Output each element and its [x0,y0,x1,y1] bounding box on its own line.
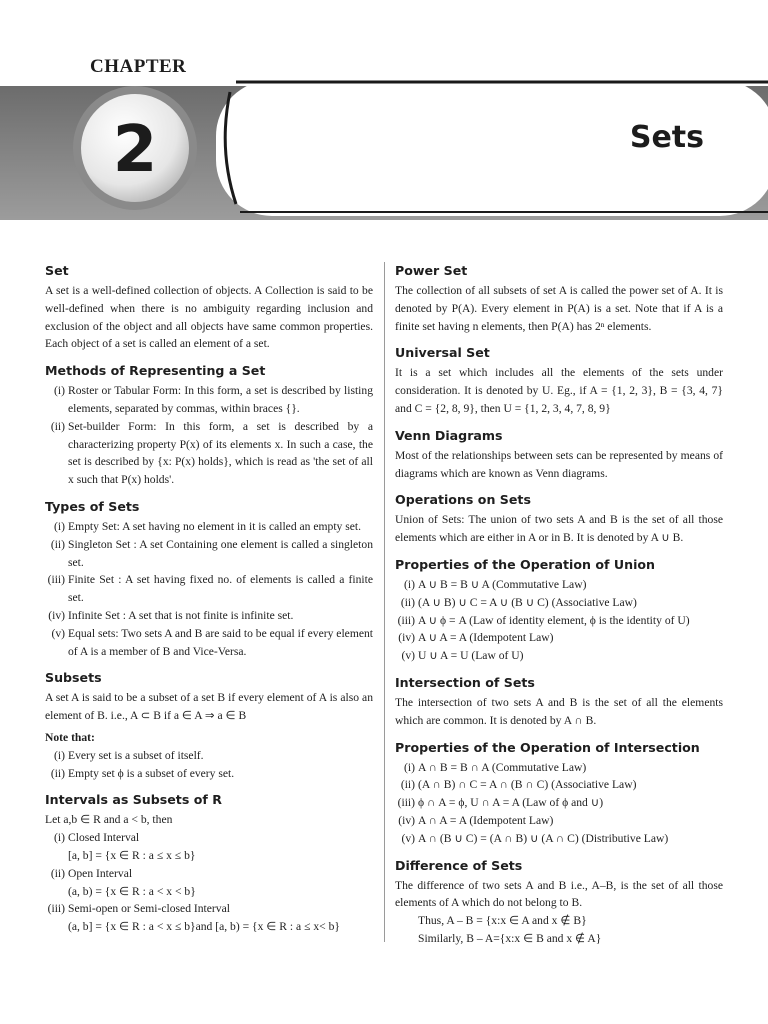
list-item: (iii) ϕ ∩ A = ϕ, U ∩ A = A (Law of ϕ and ∪) [397,796,604,810]
heading-intersection-props: Properties of the Operation of Intersection [395,739,700,755]
heading-union-props: Properties of the Operation of Union [395,556,655,572]
heading-intervals: Intervals as Subsets of R [45,792,222,808]
note-list [45,747,373,783]
formula-difference-2: Similarly, B – A={x:x ∈ B and x ∉ A} [418,931,602,945]
formula-closed: [a, b] = {x ∈ R : a ≤ x ≤ b} [68,848,196,862]
list-item: (i) A ∪ B = B ∪ A (Commutative Law) [404,577,587,591]
heading-intersection: Intersection of Sets [395,674,535,690]
paragraph-intervals: Let a,b ∈ R and a < b, then [45,813,173,827]
paragraph-power-set: The collection of all subsets of set A is called the power set of A. It is denoted by P(A). Every element in P(A) is a set. Note that if A is a finite set having n elements, then P(A) has 2ⁿ elements. [395,284,723,333]
chapter-title: Sets [629,120,704,155]
heading-universal-set: Universal Set [395,345,490,361]
list-item: (ii) Open Interval [50,866,133,880]
list-item: (v) U ∪ A = U (Law of U) [401,649,524,663]
list-item: (iv) Infinite Set : A set that is not finite is infinite set. [48,608,294,622]
formula-semi: (a, b] = {x ∈ R : a < x ≤ b}and [a, b) = {x ∈ R : a ≤ x< b} [68,920,340,934]
heading-set: Set [45,263,69,278]
list-item: (i) A ∩ B = B ∩ A (Commutative Law) [404,760,587,774]
list-item: (ii) (A ∪ B) ∪ C = A ∪ (B ∪ C) (Associative Law) [400,595,637,609]
list-item: (i) Roster or Tabular Form: In this form, a set is described by listing elements, separated by commas, within braces {}. [54,384,373,415]
list-item: (i) Empty Set: A set having no element in it is called an empty set. [54,519,362,533]
list-item: (ii) (A ∩ B) ∩ C = A ∩ (B ∩ C) (Associative Law) [400,778,637,792]
formula-open: (a, b) = {x ∈ R : a < x < b} [68,884,196,898]
list-item: (iv) A ∩ A = A (Idempotent Law) [398,813,554,827]
list-item: (i) Every set is a subset of itself. [54,748,204,762]
heading-methods: Methods of Representing a Set [45,363,266,379]
paragraph-subsets: A set A is said to be a subset of a set B if every element of A is also an element of B. i.e., A ⊂ B if a ∈ A ⇒ a ∈ B [45,691,373,723]
intervals-list [45,829,373,847]
right-column [395,262,723,948]
column-divider [384,262,385,942]
list-item: (iii) Finite Set : A set having fixed no. of elements is called a finite set. [47,573,373,605]
list-item: (v) A ∩ (B ∪ C) = (A ∩ B) ∪ (A ∩ C) (Distributive Law) [401,831,669,845]
paragraph-difference: The difference of two sets A and B i.e., A–B, is the set of all those elements of A which do not belong to B. [395,878,723,910]
paragraph-universal-set: It is a set which includes all the elements of the sets under consideration. It is denoted by U. Eg., if A = {1, 2, 3}, B = {3, 4, 7} and C = {2, 8, 9}, then U = {1, 2, 3, 4, 7, 8, 9} [395,366,723,415]
chapter-number: 2 [112,113,158,187]
left-column [45,262,373,936]
list-item: (ii) Singleton Set : A set Containing one element is called a singleton set. [50,537,373,569]
chapter-label: CHAPTER [90,56,187,77]
heading-power-set: Power Set [395,263,468,278]
types-list [45,518,373,660]
list-item: (iii) Semi-open or Semi-closed Interval [47,902,230,916]
methods-list [45,382,373,489]
paragraph-set: A set is a well-defined collection of objects. A Collection is said to be well-defined when there is no ambiguity regarding inclusion and exclusion of the object and all objects have same common properties. Each object of a set is called an element of a set. [45,284,373,351]
heading-difference: Difference of Sets [395,857,523,873]
list-item: (iii) A ∪ ϕ = A (Law of identity element, ϕ is the identity of U) [397,613,690,627]
list-item: (i) Closed Interval [54,831,140,845]
paragraph-intersection: The intersection of two sets A and B is the set of all the elements which are common. It is denoted by A ∩ B. [395,695,723,727]
note-label: Note that: [45,730,95,744]
list-item: (v) Equal sets: Two sets A and B are said to be equal if every element of A is a member of B and Vice-Versa. [51,626,373,658]
heading-types: Types of Sets [45,498,140,514]
heading-subsets: Subsets [45,670,102,686]
list-item: (ii) Set-builder Form: In this form, a set is described by a characterizing property P(x) of its elements x. In such a case, the set is described by {x: P(x) holds}, which is read as 'the set of all x such that P(x) holds'. [50,419,373,487]
paragraph-venn: Most of the relationships between sets can be represented by means of diagrams which are known as Venn diagrams. [395,448,723,480]
intersection-list [395,759,723,848]
formula-difference-1: Thus, A – B = {x:x ∈ A and x ∉ B} [418,914,587,928]
list-item: (ii) Empty set ϕ is a subset of every set. [50,766,235,780]
list-item: (iv) A ∪ A = A (Idempotent Law) [398,631,554,645]
paragraph-operations: Union of Sets: The union of two sets A and B is the set of all those elements which are either in A or in B. It is denoted by A ∪ B. [395,513,723,545]
heading-operations: Operations on Sets [395,492,531,508]
union-list [395,576,723,665]
heading-venn: Venn Diagrams [395,427,503,443]
